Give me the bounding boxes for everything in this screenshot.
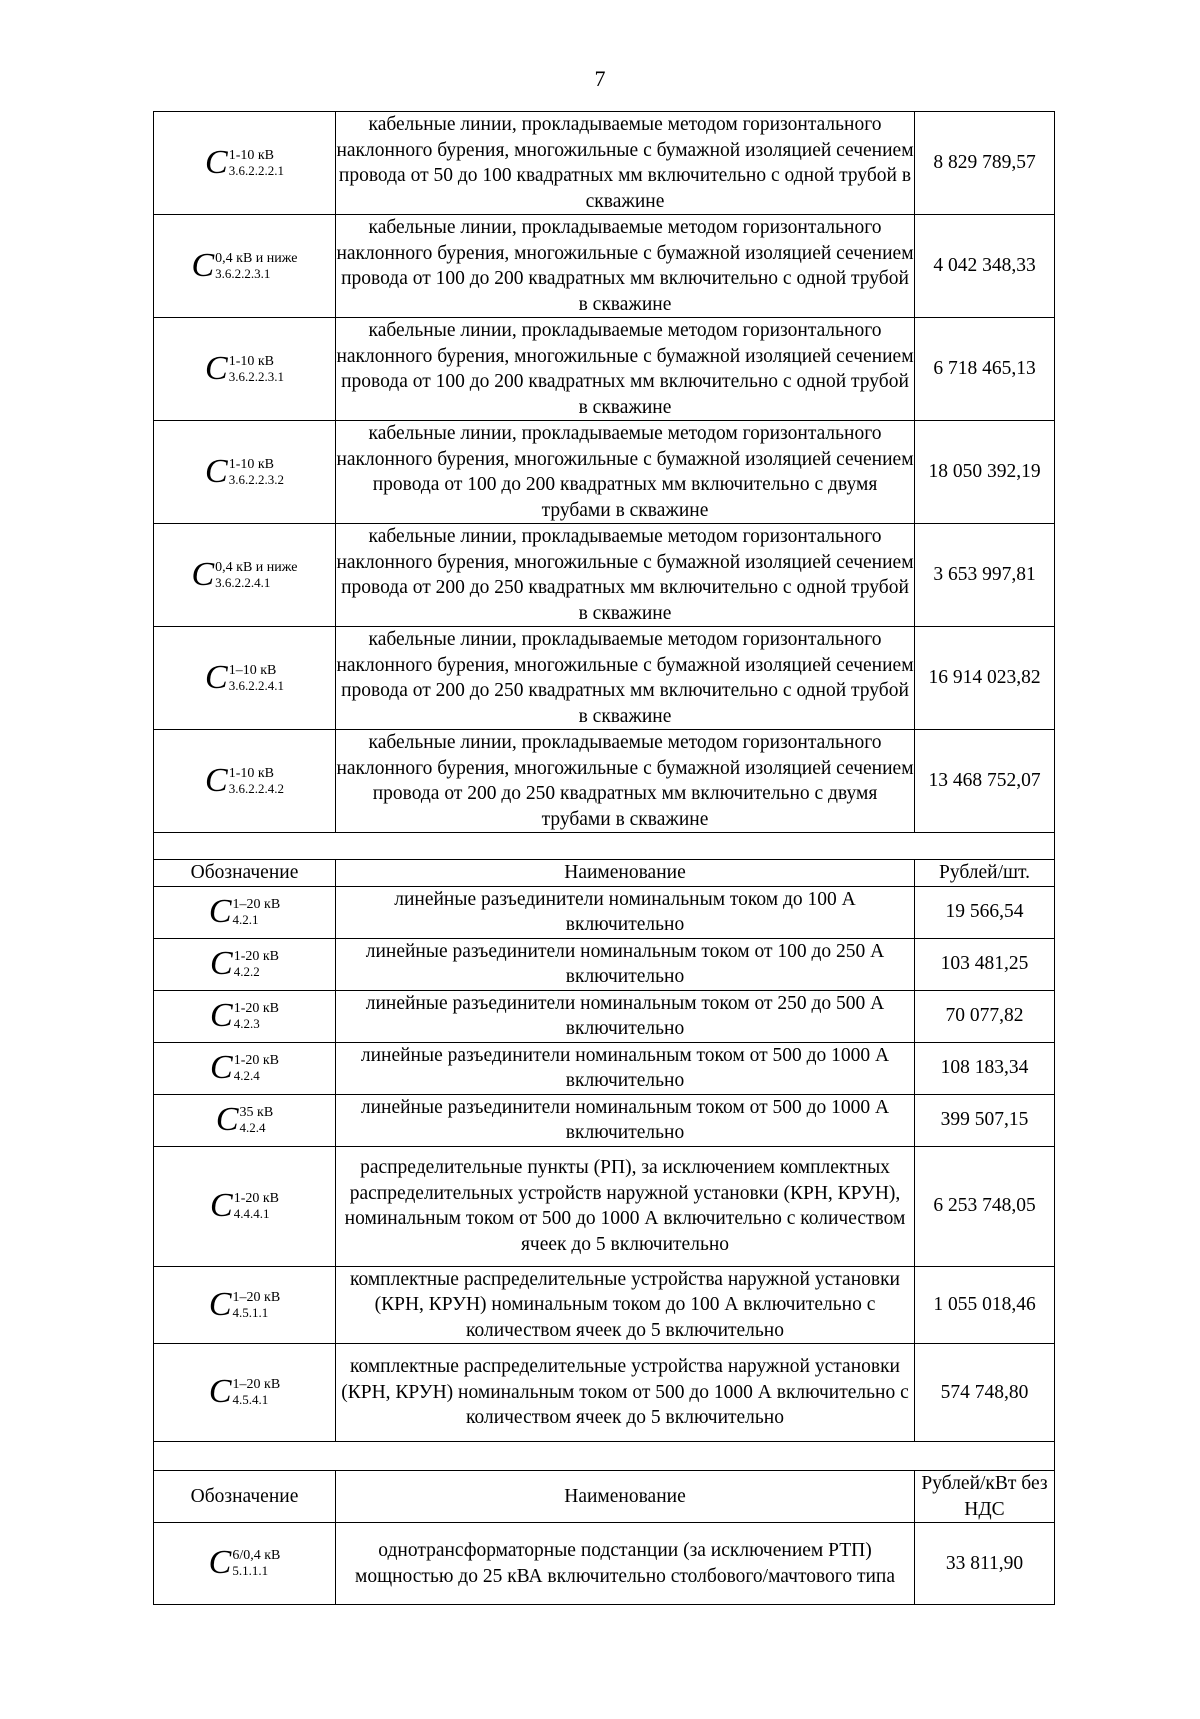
designation-symbol: C 1-10 кВ 3.6.2.2.4.2 bbox=[205, 761, 284, 799]
designation-symbol: C 1–20 кВ 4.5.4.1 bbox=[208, 1373, 281, 1411]
description-cell: кабельные линии, прокладываемые методом горизонтального наклонного бурения, многожильные с бумажной изоляцией сечением провода от 50 до 100 квадратных мм включительно с одной трубой в скважине bbox=[336, 112, 915, 215]
header-unit: Рублей/шт. bbox=[915, 860, 1055, 887]
price-cell: 3 653 997,81 bbox=[915, 524, 1055, 627]
designation-cell bbox=[154, 990, 336, 1042]
price-cell: 108 183,34 bbox=[915, 1042, 1055, 1094]
description-cell: кабельные линии, прокладываемые методом горизонтального наклонного бурения, многожильные с бумажной изоляцией сечением провода от 100 до 200 квадратных мм включительно с одной трубой в скважине bbox=[336, 215, 915, 318]
designation-symbol: C 1-10 кВ 3.6.2.2.2.1 bbox=[205, 143, 284, 181]
designation-symbol: C 1–20 кВ 4.2.1 bbox=[208, 892, 281, 930]
designation-cell bbox=[154, 1523, 336, 1605]
table-row bbox=[154, 627, 1055, 730]
designation-cell bbox=[154, 1344, 336, 1442]
price-cell: 16 914 023,82 bbox=[915, 627, 1055, 730]
designation-cell bbox=[154, 1094, 336, 1146]
price-cell: 399 507,15 bbox=[915, 1094, 1055, 1146]
designation-symbol: C 0,4 кВ и ниже 3.6.2.2.3.1 bbox=[191, 246, 298, 284]
table-row bbox=[154, 1266, 1055, 1344]
designation-symbol: C 35 кВ 4.2.4 bbox=[215, 1100, 274, 1138]
designation-cell bbox=[154, 730, 336, 833]
table-row bbox=[154, 990, 1055, 1042]
table-header-row bbox=[154, 860, 1055, 887]
table-row bbox=[154, 730, 1055, 833]
price-cell: 1 055 018,46 bbox=[915, 1266, 1055, 1344]
description-cell: комплектные распределительные устройства наружной установки (КРН, КРУН) номинальным током от 500 до 1000 А включительно с количеством ячеек до 5 включительно bbox=[336, 1344, 915, 1442]
table-row bbox=[154, 886, 1055, 938]
designation-symbol: C 1-20 кВ 4.4.4.1 bbox=[210, 1186, 279, 1224]
price-cell: 19 566,54 bbox=[915, 886, 1055, 938]
price-cell: 70 077,82 bbox=[915, 990, 1055, 1042]
price-cell: 6 253 748,05 bbox=[915, 1146, 1055, 1266]
price-cell: 18 050 392,19 bbox=[915, 421, 1055, 524]
description-cell: распределительные пункты (РП), за исключением комплектных распределительных устройств наружной установки (КРН, КРУН), номинальным током от 500 до 1000 А включительно с количеством ячеек до 5 включительно bbox=[336, 1146, 915, 1266]
price-cell: 4 042 348,33 bbox=[915, 215, 1055, 318]
price-cell: 8 829 789,57 bbox=[915, 112, 1055, 215]
designation-cell bbox=[154, 1146, 336, 1266]
section-separator bbox=[154, 1442, 1055, 1471]
designation-symbol: C 1-20 кВ 4.2.2 bbox=[210, 944, 279, 982]
designation-symbol: C 1-20 кВ 4.2.4 bbox=[210, 1048, 279, 1086]
designation-symbol: C 6/0,4 кВ 5.1.1.1 bbox=[208, 1544, 281, 1582]
table-row bbox=[154, 318, 1055, 421]
designation-cell bbox=[154, 886, 336, 938]
section-separator bbox=[154, 833, 1055, 860]
description-cell: линейные разъединители номинальным током от 500 до 1000 А включительно bbox=[336, 1094, 915, 1146]
description-cell: кабельные линии, прокладываемые методом горизонтального наклонного бурения, многожильные с бумажной изоляцией сечением провода от 100 до 200 квадратных мм включительно с двумя трубами в скважине bbox=[336, 421, 915, 524]
description-cell: кабельные линии, прокладываемые методом горизонтального наклонного бурения, многожильные с бумажной изоляцией сечением провода от 200 до 250 квадратных мм включительно с одной трубой в скважине bbox=[336, 627, 915, 730]
designation-symbol: C 1-20 кВ 4.2.3 bbox=[210, 996, 279, 1034]
table-row bbox=[154, 938, 1055, 990]
designation-symbol: C 1-10 кВ 3.6.2.2.3.1 bbox=[205, 349, 284, 387]
price-cell: 33 811,90 bbox=[915, 1523, 1055, 1605]
description-cell: линейные разъединители номинальным током от 500 до 1000 А включительно bbox=[336, 1042, 915, 1094]
description-cell: кабельные линии, прокладываемые методом горизонтального наклонного бурения, многожильные с бумажной изоляцией сечением провода от 100 до 200 квадратных мм включительно с одной трубой в скважине bbox=[336, 318, 915, 421]
page-number: 7 bbox=[594, 66, 606, 91]
price-cell: 13 468 752,07 bbox=[915, 730, 1055, 833]
designation-cell bbox=[154, 1266, 336, 1344]
designation-cell bbox=[154, 421, 336, 524]
table-row bbox=[154, 421, 1055, 524]
header-name: Наименование bbox=[336, 1471, 915, 1523]
table-row bbox=[154, 1146, 1055, 1266]
description-cell: кабельные линии, прокладываемые методом горизонтального наклонного бурения, многожильные с бумажной изоляцией сечением провода от 200 до 250 квадратных мм включительно с одной трубой в скважине bbox=[336, 524, 915, 627]
header-name: Наименование bbox=[336, 860, 915, 887]
table-row bbox=[154, 1344, 1055, 1442]
designation-cell bbox=[154, 938, 336, 990]
description-cell: линейные разъединители номинальным током до 100 А включительно bbox=[336, 886, 915, 938]
designation-cell bbox=[154, 627, 336, 730]
price-cell: 574 748,80 bbox=[915, 1344, 1055, 1442]
designation-symbol: C 0,4 кВ и ниже 3.6.2.2.4.1 bbox=[191, 555, 298, 593]
header-designation: Обозначение bbox=[154, 1471, 336, 1523]
designation-symbol: C 1–10 кВ 3.6.2.2.4.1 bbox=[205, 658, 284, 696]
table-row bbox=[154, 1042, 1055, 1094]
price-cell: 103 481,25 bbox=[915, 938, 1055, 990]
tariff-table bbox=[153, 111, 1055, 1605]
table-row bbox=[154, 524, 1055, 627]
price-cell: 6 718 465,13 bbox=[915, 318, 1055, 421]
header-unit: Рублей/кВт без НДС bbox=[915, 1471, 1055, 1523]
designation-cell bbox=[154, 112, 336, 215]
description-cell: комплектные распределительные устройства наружной установки (КРН, КРУН) номинальным током до 100 А включительно с количеством ячеек до 5 включительно bbox=[336, 1266, 915, 1344]
designation-cell bbox=[154, 1042, 336, 1094]
description-cell: однотрансформаторные подстанции (за исключением РТП) мощностью до 25 кВА включительно столбового/мачтового типа bbox=[336, 1523, 915, 1605]
description-cell: кабельные линии, прокладываемые методом горизонтального наклонного бурения, многожильные с бумажной изоляцией сечением провода от 200 до 250 квадратных мм включительно с двумя трубами в скважине bbox=[336, 730, 915, 833]
designation-symbol: C 1–20 кВ 4.5.1.1 bbox=[208, 1285, 281, 1323]
designation-cell bbox=[154, 524, 336, 627]
table-header-row bbox=[154, 1471, 1055, 1523]
description-cell: линейные разъединители номинальным током от 250 до 500 А включительно bbox=[336, 990, 915, 1042]
table-row bbox=[154, 1523, 1055, 1605]
description-cell: линейные разъединители номинальным током от 100 до 250 А включительно bbox=[336, 938, 915, 990]
header-designation: Обозначение bbox=[154, 860, 336, 887]
designation-cell bbox=[154, 215, 336, 318]
designation-symbol: C 1-10 кВ 3.6.2.2.3.2 bbox=[205, 452, 284, 490]
table-row bbox=[154, 112, 1055, 215]
designation-cell bbox=[154, 318, 336, 421]
table-row bbox=[154, 1094, 1055, 1146]
table-row bbox=[154, 215, 1055, 318]
